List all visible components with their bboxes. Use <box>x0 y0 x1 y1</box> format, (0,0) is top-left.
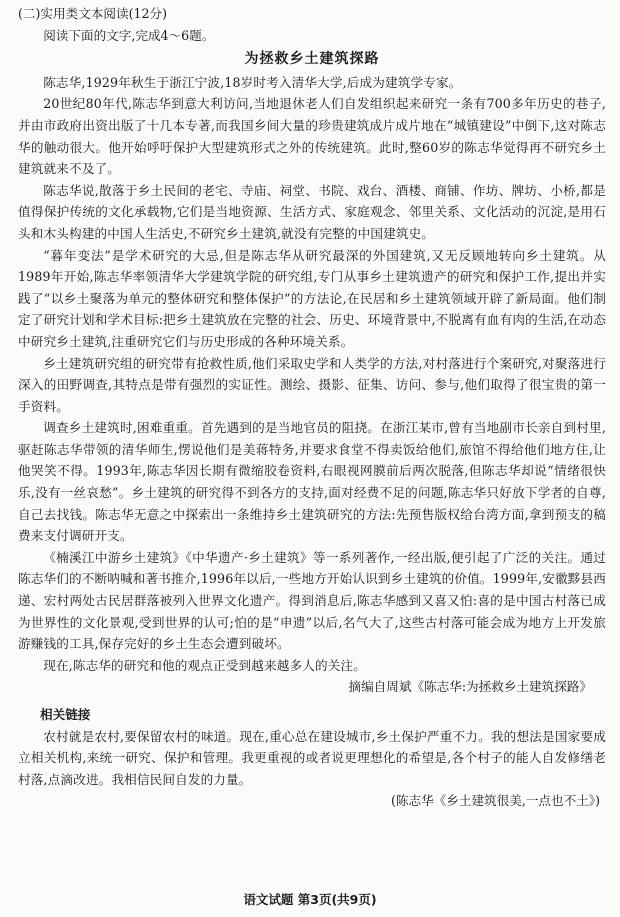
article-title: 为拯救乡土建筑探路 <box>244 51 380 68</box>
related-link-paragraph: 农村就是农村,要保留农村的味道。现在,重心总在建设城市,乡土保护严重不力。我的想法是国家要成立相关机构,来统一研究、保护和管理。我更重视的或者说更理想化的希望是,各个村子的能人自发修缮老村落,点滴改进。我相信民间自发的力量。 <box>18 728 606 787</box>
exam-page <box>18 3 606 812</box>
article-paragraph: “暮年变法”是学术研究的大忌,但是陈志华从研究最深的外国建筑,又无反顾地转向乡土建筑。从1989年开始,陈志华率领清华大学建筑学院的研究组,专门从事乡土建筑遗产的研究和保护工作,提出并实践了“以乡土聚落为单元的整体研究和整体保护”的方法论,在民居和乡土建筑领域开辟了新局面。他们制定了研究计划和学术目标:把乡土建筑放在完整的社会、历史、环境背景中,不脱离有血有肉的生活,在动态中研究乡土建筑,注重研究它们与历史形成的各种环境关系。 <box>18 247 606 349</box>
article-paragraph: 陈志华,1929年秋生于浙江宁波,18岁时考入清华大学,后成为建筑学专家。 <box>43 74 462 90</box>
instruction: 阅读下面的文字,完成4～6题。 <box>43 27 215 43</box>
article-paragraph: 调查乡土建筑时,困难重重。首先遇到的是当地官员的阻挠。在浙江某市,曾有当地副市长亲自到村里,驱赶陈志华带领的清华师生,愣说他们是美蒋特务,并要求食堂不得卖饭给他们,旅馆不得给他们地方住,让他哭笑不得。1993年,陈志华因长期有微缩胶卷资料,右眼视网膜前后两次脱落,但陈志华却说“情绪很快乐,没有一丝哀愁”。乡土建筑的研究得不到各方的支持,面对经费不足的问题,陈志华只好放下学者的自尊,自己去找钱。陈志华无意之中探索出一条维持乡土建筑研究的方法:先预售版权给台湾方面,拿到预支的稿费来支付调研开支。 <box>18 420 606 544</box>
article-source: 摘编自周斌《陈志华:为拯救乡土建筑探路》 <box>348 679 592 695</box>
related-link-heading: 相关链接 <box>40 707 91 722</box>
related-link-citation: (陈志华《乡土建筑很美,一点也不土》) <box>390 793 600 809</box>
article-paragraph: 《楠溪江中游乡土建筑》《中华遗产·乡土建筑》等一系列著作,一经出版,便引起了广泛的关注。通过陈志华们的不断呐喊和著书推介,1996年以后,一些地方开始认识到乡土建筑的价值。1999年,安徽黟县西递、宏村两处古民居群落被列入世界文化遗产。得到消息后,陈志华感到又喜又怕:喜的是中国古村落已成为世界性的文化景观,受到世界的认可;怕的是“申遗”以后,名气大了,这些古村落可能会成为地方上开发旅游赚钱的工具,保存完好的乡土生态会遭到破坏。 <box>18 549 606 652</box>
article-body <box>18 72 606 677</box>
section-heading: (二)实用类文本阅读(12分) <box>18 6 168 21</box>
article-paragraph: 现在,陈志华的研究和他的观点正受到越来越多人的关注。 <box>43 657 366 673</box>
article-paragraph: 陈志华说,散落于乡土民间的老宅、寺庙、祠堂、书院、戏台、酒楼、商铺、作坊、牌坊、小桥,都是值得保护传统的文化承载物,它们是当地资源、生活方式、家庭观念、邻里关系、文化活动的沉淀,是用石头和木头构建的中国人生活史,不研究乡土建筑,就没有完整的中国建筑史。 <box>18 182 606 241</box>
article-paragraph: 20世纪80年代,陈志华到意大利访问,当地退休老人们自发组织起来研究一条有700多年历史的巷子,并由市政府出资出版了十几本专著,而我国乡间大量的珍贵建筑成片成片地在“城镇建设”中倒下,这对陈志华的触动很大。他开始呼吁保护大型建筑形式之外的传统建筑。此时,整60岁的陈志华觉得再不研究乡土建筑就来不及了。 <box>18 96 606 177</box>
page-footer: 语文试题 第3页(共9页) <box>243 892 377 907</box>
article-paragraph: 乡土建筑研究组的研究带有抢救性质,他们采取史学和人类学的方法,对村落进行个案研究,对聚落进行深入的田野调查,其特点是带有强烈的实证性。测绘、摄影、征集、访问、参与,他们取得了很宝贵的第一手资料。 <box>18 355 606 414</box>
